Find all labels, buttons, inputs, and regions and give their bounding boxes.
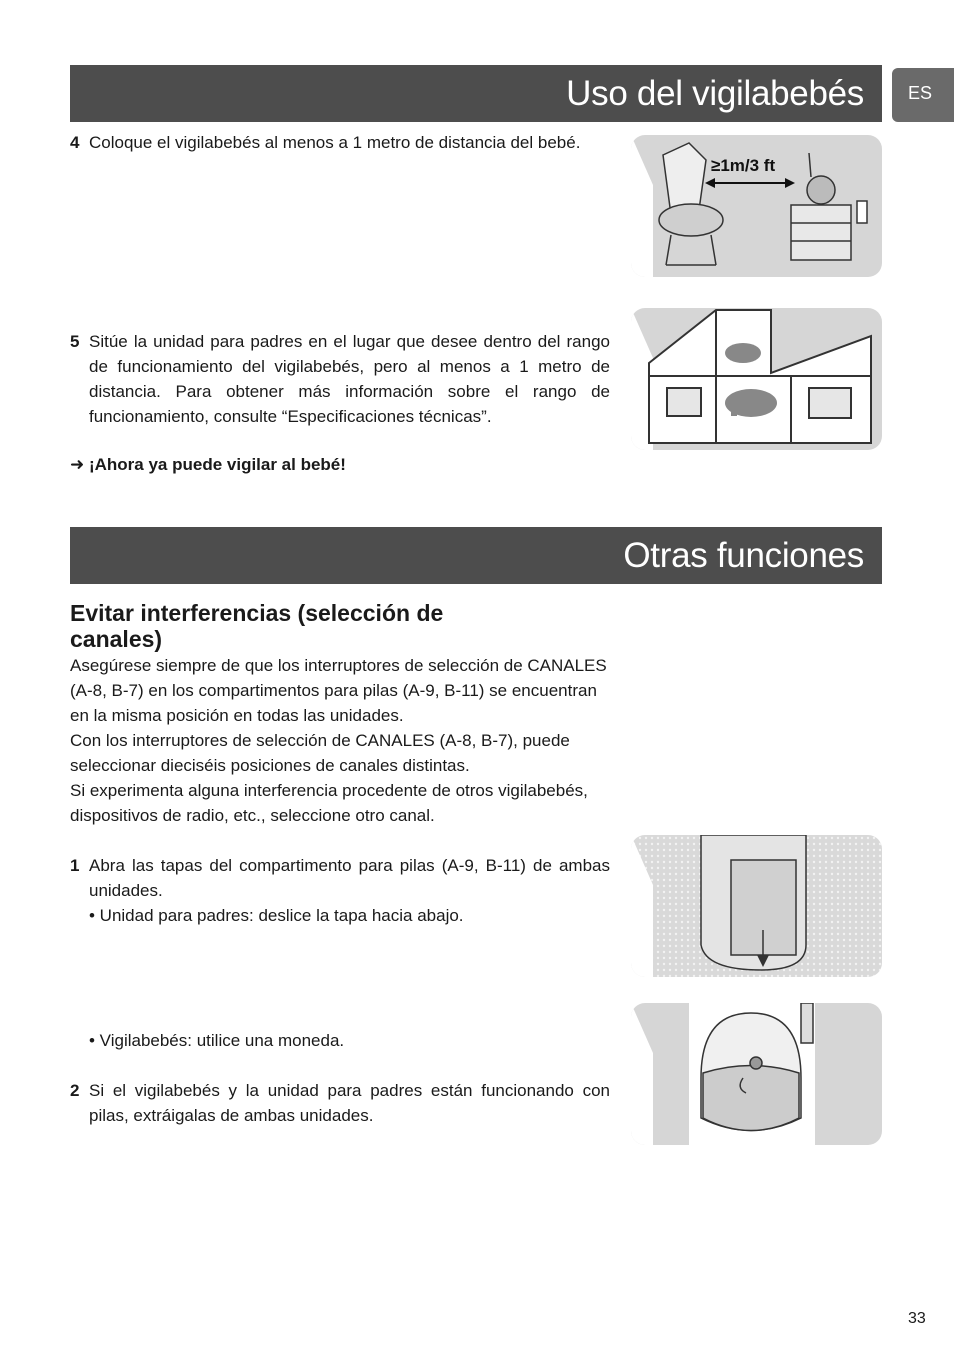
section-title-otras: Otras funciones: [70, 527, 882, 584]
step-1: [70, 853, 610, 903]
figure-distance-illustration: [631, 135, 882, 277]
paragraph-line: Con los interruptores de selección de CANALES (A-8, B-7), puede seleccionar dieciséis posiciones de canales distintas.: [70, 731, 570, 775]
step-text: Coloque el vigilabebés al menos a 1 metro de distancia del bebé.: [89, 133, 581, 152]
distance-label: ≥1m/3 ft: [711, 156, 776, 175]
section-title-uso: Uso del vigilabebés: [70, 65, 882, 122]
figure-baby-unit-coin: [631, 1003, 882, 1145]
step-text: Abra las tapas del compartimento para pilas (A-9, B-11) de ambas unidades.: [89, 856, 610, 900]
step-text: Sitúe la unidad para padres en el lugar que desee dentro del rango de funcionamiento del vigilabebés, pero al menos a 1 metro de distancia. Para obtener más información sobre el rango de funcionamiento, consulte “Especificaciones técnicas”.: [89, 332, 610, 426]
paragraph-line: Si experimenta alguna interferencia procedente de otros vigilabebés, dispositivos de radio, etc., seleccione otro canal.: [70, 781, 588, 825]
bullet-baby-unit: • Vigilabebés: utilice una moneda.: [89, 1031, 345, 1050]
step-text: Si el vigilabebés y la unidad para padres están funcionando con pilas, extráigalas de ambas unidades.: [89, 1081, 610, 1125]
page-number: 33: [908, 1310, 926, 1327]
intro-paragraph: [70, 653, 610, 828]
figure-parent-unit-cover: [631, 835, 882, 977]
step-number: 2: [70, 1081, 80, 1100]
paragraph-line: Asegúrese siempre de que los interruptores de selección de CANALES (A-8, B-7) en los compartimentos para pilas (A-9, B-11) se encuentran en la misma posición en todas las unidades.: [70, 656, 607, 725]
step-5: [70, 329, 610, 429]
step-2: [70, 1078, 610, 1128]
step-4: [70, 130, 610, 155]
result-text: ➜ ¡Ahora ya puede vigilar al bebé!: [70, 455, 346, 474]
bullet-parent-unit: • Unidad para padres: deslice la tapa hacia abajo.: [89, 906, 464, 925]
step-number: 5: [70, 332, 80, 351]
figure-house-illustration: [631, 308, 882, 450]
language-tab: ES: [892, 68, 954, 122]
step-number: 1: [70, 856, 80, 875]
subsection-heading: Evitar interferencias (selección de canales): [70, 600, 444, 652]
step-number: 4: [70, 133, 80, 152]
